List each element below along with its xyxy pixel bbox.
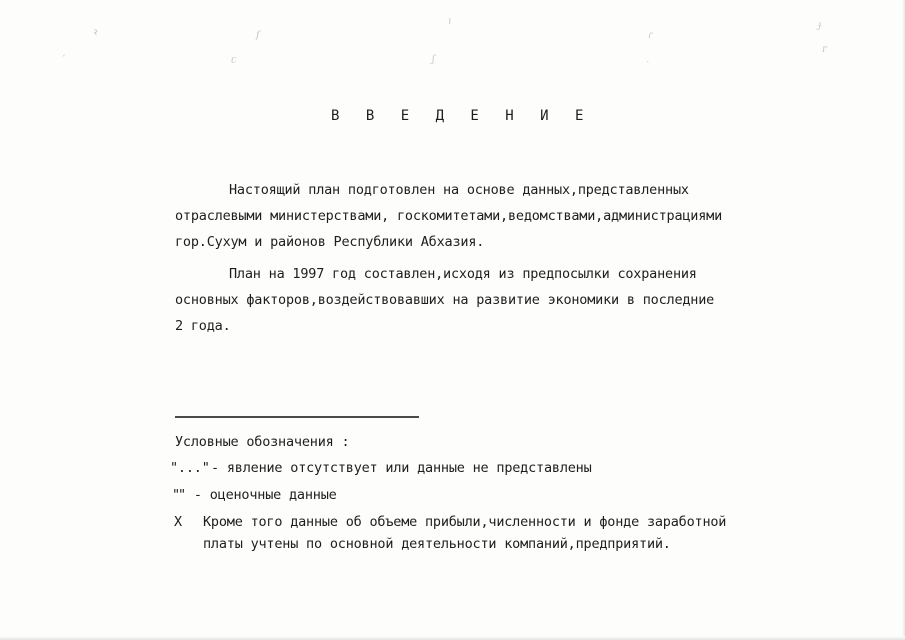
legend-item-note-symbol: Х bbox=[174, 514, 182, 530]
intro-paragraph2-line2: основных факторов,воздействовавших на развитие экономики в последние bbox=[175, 292, 715, 308]
section-divider bbox=[175, 416, 419, 418]
legend-item-note-text-line2: платы учтены по основной деятельности компаний,предприятий. bbox=[203, 536, 671, 552]
legend-heading: Условные обозначения : bbox=[175, 434, 350, 450]
scan-artifact-mark: ˊ bbox=[60, 55, 65, 66]
scan-artifact-mark: ᴦ bbox=[822, 44, 828, 55]
legend-item-estimate-symbol: " bbox=[172, 487, 180, 503]
intro-paragraph2-line3: 2 года. bbox=[175, 318, 231, 334]
scan-artifact-mark: ſ bbox=[256, 30, 260, 41]
intro-paragraph1-line2: отраслевыми министерствами, госкомитетами,ведомствами,администрациями bbox=[175, 208, 723, 224]
scan-artifact-mark: ˎ bbox=[646, 52, 650, 63]
scan-artifact-mark: ʃ bbox=[432, 54, 435, 65]
scan-artifact-mark: ɩ bbox=[448, 16, 452, 27]
scan-artifact-mark: ɾ bbox=[648, 30, 653, 41]
scan-artifact-mark: ɟ bbox=[818, 20, 822, 31]
intro-paragraph2-line1: План на 1997 год составлен,исходя из предпосылки сохранения bbox=[229, 266, 697, 282]
legend-item-not-available-symbol: "..." bbox=[170, 460, 210, 476]
scan-edge-bottom bbox=[0, 636, 905, 640]
scan-artifact-mark: ꝛ bbox=[92, 27, 97, 38]
scan-artifact-mark: ꞇ bbox=[231, 55, 237, 66]
page-title: В В Е Д Е Н И Е bbox=[331, 108, 593, 124]
legend-item-not-available-text: - явление отсутствует или данные не представлены bbox=[211, 460, 592, 476]
intro-paragraph1-line1: Настоящий план подготовлен на основе данных,представленных bbox=[229, 182, 689, 198]
legend-item-estimate-text: " - оценочные данные bbox=[178, 487, 337, 503]
legend-item-note-text-line1: Кроме того данные об объеме прибыли,численности и фонде заработной bbox=[203, 514, 727, 530]
intro-paragraph1-line3: гор.Сухум и районов Республики Абхазия. bbox=[175, 234, 485, 250]
